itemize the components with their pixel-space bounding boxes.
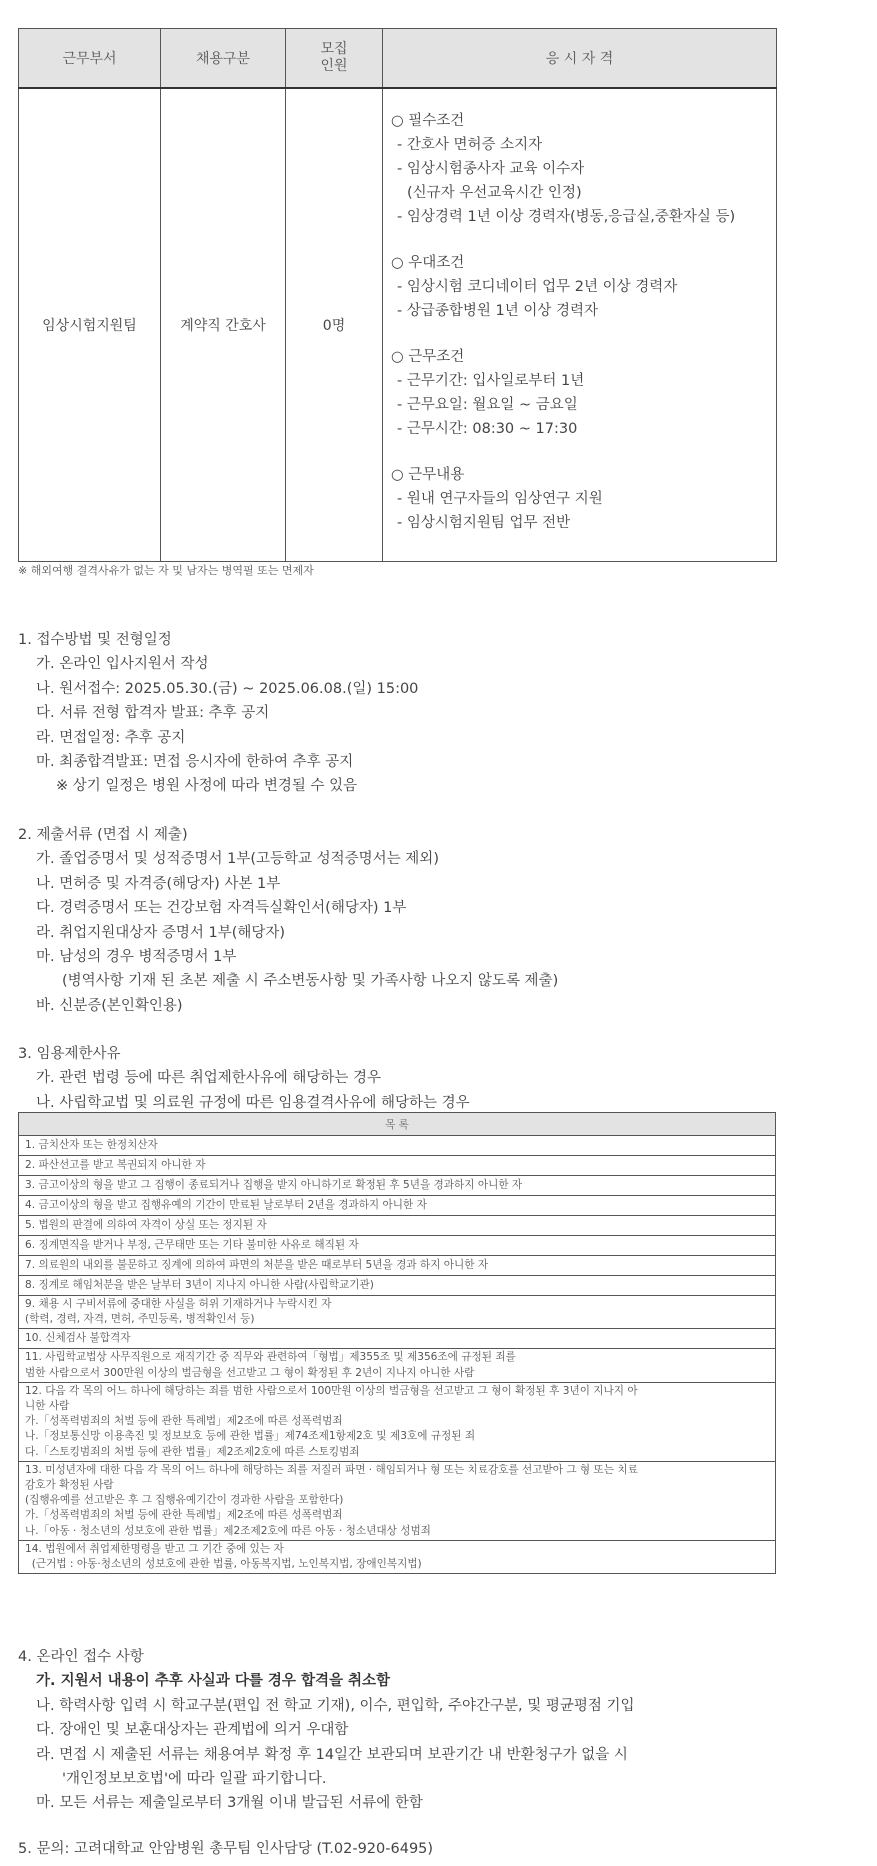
list-row (19, 1540, 776, 1573)
section-item: 라. 면접일정: 추후 공지 (36, 729, 186, 746)
list-row (19, 1382, 776, 1461)
list-row-text: 1. 금치산자 또는 한정치산자 (25, 1138, 158, 1151)
qual-item: - 상급종합병원 1년 이상 경력자 (397, 303, 598, 319)
list-row-text: 나.「정보통신망 이용촉진 및 정보보호 등에 관한 법률」제74조제1항제2호 및 제3호에 규정된 죄 (25, 1430, 476, 1443)
list-row-text: 5. 법원의 판결에 의하여 자격이 상실 또는 정지된 자 (25, 1218, 267, 1231)
list-row-text: 4. 금고이상의 형을 받고 집행유예의 기간이 만료된 날로부터 2년을 경과하지 아니한 자 (25, 1198, 427, 1211)
section-item: 다. 서류 전형 합격자 발표: 추후 공지 (36, 705, 270, 722)
section-item: 마. 모든 서류는 제출일로부터 3개월 이내 발급된 서류에 한함 (36, 1795, 423, 1812)
header-count (286, 29, 383, 89)
section-2 (18, 823, 558, 1018)
contact-line: 5. 문의: 고려대학교 안암병원 총무팀 인사담당 (T.02-920-6495) (18, 1841, 434, 1857)
section-item: 마. 최종합격발표: 면접 응시자에 한하여 추후 공지 (36, 753, 354, 770)
section-note: ※ 상기 일정은 병원 사정에 따라 변경될 수 있음 (56, 778, 358, 795)
header-count-line1: 모집 (320, 41, 348, 57)
header-qualification: 응 시 자 격 (383, 29, 777, 89)
header-type: 채용구분 (161, 29, 286, 89)
list-row (19, 1276, 776, 1296)
list-row-text: 12. 다음 각 목의 어느 하나에 해당하는 죄를 범한 사람으로서 100만원 이상의 벌금형을 선고받고 그 형이 확정된 후 3년이 지나지 아 (25, 1384, 638, 1397)
qual-item: - 근무요일: 월요일 ~ 금요일 (397, 397, 578, 413)
section-4 (18, 1645, 635, 1816)
list-row-text: 11. 사립학교법상 사무직원으로 재직기간 중 직무와 관련하여「형법」제355조 및 제356조에 규정된 죄를 (25, 1351, 516, 1364)
list-row-text: (근거법 : 아동·청소년의 성보호에 관한 법률, 아동복지법, 노인복지법, 장애인복지법) (25, 1558, 422, 1571)
section-item: 마. 남성의 경우 병적증명서 1부 (36, 948, 237, 965)
section-item: 가. 졸업증명서 및 성적증명서 1부(고등학교 성적증명서는 제외) (36, 851, 439, 868)
section-item: 나. 면허증 및 자격증(해당자) 사본 1부 (36, 875, 281, 892)
section-item: 바. 신분증(본인확인용) (36, 997, 183, 1014)
list-row-text: 7. 의료원의 내외를 불문하고 징계에 의하여 파면의 처분을 받은 때로부터 5년을 경과 하지 아니한 자 (25, 1258, 489, 1271)
qual-item: - 임상시험 코디네이터 업무 2년 이상 경력자 (397, 279, 678, 295)
qual-head: ○ 필수조건 (391, 113, 465, 129)
list-row (19, 1156, 776, 1176)
section-title: 4. 온라인 접수 사항 (18, 1649, 144, 1665)
list-row-text: 가.「성폭력범죄의 처벌 등에 관한 특례법」제2조에 따른 성폭력범죄 (25, 1415, 343, 1428)
list-row-text: (학력, 경력, 자격, 면허, 주민등록, 병적확인서 등) (25, 1313, 255, 1326)
section-3 (18, 1042, 470, 1115)
header-count-line2: 인원 (320, 58, 348, 74)
header-dept: 근무부서 (19, 29, 161, 89)
section-item: 가. 지원서 내용이 추후 사실과 다를 경우 합격을 취소함 (36, 1673, 391, 1690)
qual-item: - 원내 연구자들의 임상연구 지원 (397, 491, 603, 507)
qual-item: - 근무시간: 08:30 ~ 17:30 (397, 421, 578, 437)
list-row-text: 6. 징계면직을 받거나 부정, 근무태만 또는 기타 불미한 사유로 해직된 자 (25, 1238, 359, 1251)
section-title: 1. 접수방법 및 전형일정 (18, 632, 172, 648)
section-item: 가. 관련 법령 등에 따른 취업제한사유에 해당하는 경우 (36, 1070, 382, 1087)
cell-qualifications (383, 88, 777, 562)
qual-head: ○ 우대조건 (391, 255, 465, 271)
list-row (19, 1216, 776, 1236)
list-row-text: 2. 파산선고를 받고 복권되지 아니한 자 (25, 1158, 206, 1171)
qual-item: - 임상시험지원팀 업무 전반 (397, 515, 571, 531)
list-row-text: 13. 미성년자에 대한 다음 각 목의 어느 하나에 해당하는 죄를 저질러 파면 · 해임되거나 형 또는 치료감호를 선고받아 그 형 또는 치료 (25, 1463, 638, 1476)
qual-head: ○ 근무내용 (391, 467, 465, 483)
list-row (19, 1461, 776, 1540)
list-row (19, 1256, 776, 1276)
qual-duties (391, 463, 776, 535)
list-row-text: 3. 금고이상의 형을 받고 그 집행이 종료되거나 집행을 받지 아니하기로 확정된 후 5년을 경과하지 아니한 자 (25, 1178, 523, 1191)
recruitment-table (18, 28, 777, 562)
qual-preferred (391, 251, 776, 323)
section-item: 다. 경력증명서 또는 건강보험 자격득실확인서(해당자) 1부 (36, 900, 407, 917)
qual-head: ○ 근무조건 (391, 349, 465, 365)
section-title: 3. 임용제한사유 (18, 1046, 121, 1062)
list-header: 목 록 (19, 1113, 776, 1136)
list-row-text: 다.「스토킹범죄의 처벌 등에 관한 법률」제2조제2호에 따른 스토킹범죄 (25, 1445, 360, 1458)
section-item: 나. 학력사항 입력 시 학교구분(편입 전 학교 기재), 이수, 편입학, 주야간구분, 및 평균평점 기입 (36, 1697, 635, 1714)
list-row-text: 범한 사람으로서 300만원 이상의 벌금형을 선고받고 그 형이 확정된 후 2년이 지나지 아니한 사람 (25, 1366, 475, 1379)
cell-type: 계약직 간호사 (161, 88, 286, 562)
list-row (19, 1176, 776, 1196)
military-note: ※ 해외여행 결격사유가 없는 자 및 남자는 병역필 또는 면제자 (18, 564, 314, 577)
section-item: 라. 면접 시 제출된 서류는 채용여부 확정 후 14일간 보관되며 보관기간 내 반환청구가 없을 시 (36, 1746, 628, 1763)
qual-item: - 근무기간: 입사일로부터 1년 (397, 373, 585, 389)
qual-item: (신규자 우선교육시간 인정) (407, 185, 582, 201)
list-row (19, 1296, 776, 1329)
qual-required (391, 109, 776, 229)
qual-item: - 임상경력 1년 이상 경력자(병동,응급실,중환자실 등) (397, 209, 736, 225)
list-row (19, 1136, 776, 1156)
list-row-text: 니한 사람 (25, 1400, 70, 1413)
cell-count: 0명 (286, 88, 383, 562)
section-item: 나. 사립학교법 및 의료원 규정에 따른 임용결격사유에 해당하는 경우 (36, 1094, 470, 1111)
list-row-text: 8. 징계로 해임처분을 받은 날부터 3년이 지나지 아니한 사람(사립학교기관) (25, 1278, 374, 1291)
section-note: '개인정보보호법'에 따라 일괄 파기합니다. (62, 1770, 327, 1787)
qual-item: - 간호사 면허증 소지자 (397, 137, 543, 153)
disqualification-table (18, 1112, 776, 1574)
cell-dept: 임상시험지원팀 (19, 88, 161, 562)
section-item: 가. 온라인 입사지원서 작성 (36, 656, 209, 673)
list-row-text: 감호가 확정된 사람 (25, 1479, 114, 1492)
section-1 (18, 628, 418, 799)
list-row-text: 10. 신체검사 불합격자 (25, 1332, 131, 1345)
section-5 (18, 1837, 433, 1861)
qual-item: - 임상시험종사자 교육 이수자 (397, 161, 585, 177)
list-row-text: 나.「아동 · 청소년의 성보호에 관한 법률」제2조제2호에 따른 아동 · 청소년대상 성범죄 (25, 1524, 431, 1537)
section-title: 2. 제출서류 (면접 시 제출) (18, 827, 188, 843)
qual-conditions (391, 345, 776, 441)
list-row-text: 가.「성폭력범죄의 처벌 등에 관한 특례법」제2조에 따른 성폭력범죄 (25, 1509, 343, 1522)
section-item: 다. 장애인 및 보훈대상자는 관계법에 의거 우대함 (36, 1722, 349, 1739)
list-row (19, 1349, 776, 1382)
list-row-text: 14. 법원에서 취업제한명령을 받고 그 기간 중에 있는 자 (25, 1542, 284, 1555)
section-note: (병역사항 기재 된 초본 제출 시 주소변동사항 및 가족사항 나오지 않도록 제출) (62, 973, 559, 990)
section-item: 나. 원서접수: 2025.05.30.(금) ~ 2025.06.08.(일) 15:00 (36, 680, 419, 697)
list-row-text: (집행유예를 선고받은 후 그 집행유예기간이 경과한 사람을 포함한다) (25, 1494, 344, 1507)
list-row (19, 1236, 776, 1256)
list-row-text: 9. 채용 시 구비서류에 중대한 사실을 허위 기재하거나 누락시킨 자 (25, 1298, 332, 1310)
list-row (19, 1329, 776, 1349)
section-item: 라. 취업지원대상자 증명서 1부(해당자) (36, 924, 286, 941)
list-row (19, 1196, 776, 1216)
